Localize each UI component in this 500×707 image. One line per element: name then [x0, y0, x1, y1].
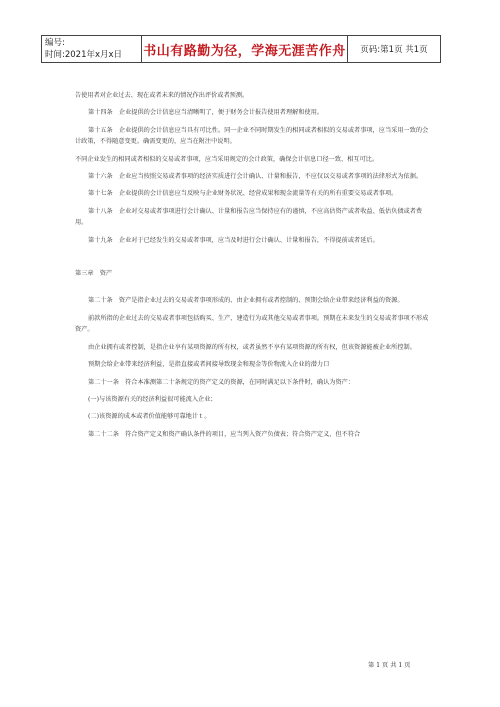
paragraph: (一)与该资源有关的经济利益很可能流入企业；: [88, 395, 217, 403]
paragraph: 第二十二条 符合资产定义和资产确认条件的项目，应当列入资产负债表；符合资产定义、但不符合: [88, 430, 361, 438]
paragraph: 前款所指的企业过去的交易或者事项包括购买、生产、建造行为或其他交易或者事项。预期在未来发生的交易或者事项不形成资产。: [75, 314, 429, 334]
paragraph: 第十四条 企业提供的会计信息应当清晰明了，便于财务会计报告使用者理解和使用。: [88, 109, 324, 117]
paragraph: 第二十条 资产是指企业过去的交易或者事项形成的、由企业拥有或者控制的、预期会给企业带来经济利益的资源。: [88, 297, 404, 305]
paragraph: 第二十一条 符合本准测第二十条规定的资产定义的资源，在同时满足以下条件时，确认为资产：: [88, 378, 355, 386]
document-body: [75, 90, 430, 440]
header-meta: [42, 36, 142, 62]
paragraph: 第十七条 企业提供的会计信息应当反映与企业财务状况、经营成果和现金流量等有关的所有重要交易或者事项。: [88, 190, 398, 198]
paragraph: 第十八条 企业对交易或者事项进行会计确认、计量和报告应当保持应有的谨慎，不应高估资产或者收益、低估负债或者费用。: [75, 207, 423, 227]
paragraph: 告使用者对企业过去、现在或者未来的情况作出评价或者预测。: [75, 92, 249, 99]
header-page-number: 页码:第1页 共1页: [360, 45, 428, 55]
footer-page-number: 第 1 页 共 1 页: [368, 662, 411, 669]
chapter-heading: 第三章 资产: [75, 270, 113, 278]
date-label: 时间:2021年x月x日: [45, 50, 123, 60]
paragraph: (二)该资源的成本或者价值能够可靠地计ｔ。: [88, 413, 211, 421]
paragraph: 预期会给企业带来经济利益，是指直接或者间接导致现金和现金等价物流入企业的潜力口: [88, 361, 330, 369]
number-label: 编号:: [45, 38, 65, 48]
paragraph: 由企业拥有或者控制，是指企业享有某项资源的所有权，或者虽然不享有某项资源的所有权，但该资源能被企业所控制。: [88, 343, 416, 351]
paragraph: 第十六条 企业应当按照交易或者事项的经济实质进行会计确认、计量和报告，不应仅以交易或者事项的法律形式为依据。: [88, 173, 423, 181]
header-slogan: 书山有路勤为径，学海无涯苦作舟: [142, 36, 348, 62]
paragraph: 第十五条 企业提供的会计信息应当具有可比性。同一企业不同时期发生的相同或者相似的交易或者事项，应当采用一致的会计政策，不得随意变更。确需变更的，应当在附注中说明。: [75, 126, 429, 146]
paragraph: 第十九条 企业对于已经发生的交易或者事项，应当及时进行会计确认、计量和报告，不得提前或者延后。: [88, 236, 379, 244]
header-table: [41, 35, 441, 63]
paragraph: 不同企业发生的相同或者相似的交易或者事项，应当采用规定的会计政策，确保会计信息口径一致、相互可比。: [75, 155, 379, 163]
